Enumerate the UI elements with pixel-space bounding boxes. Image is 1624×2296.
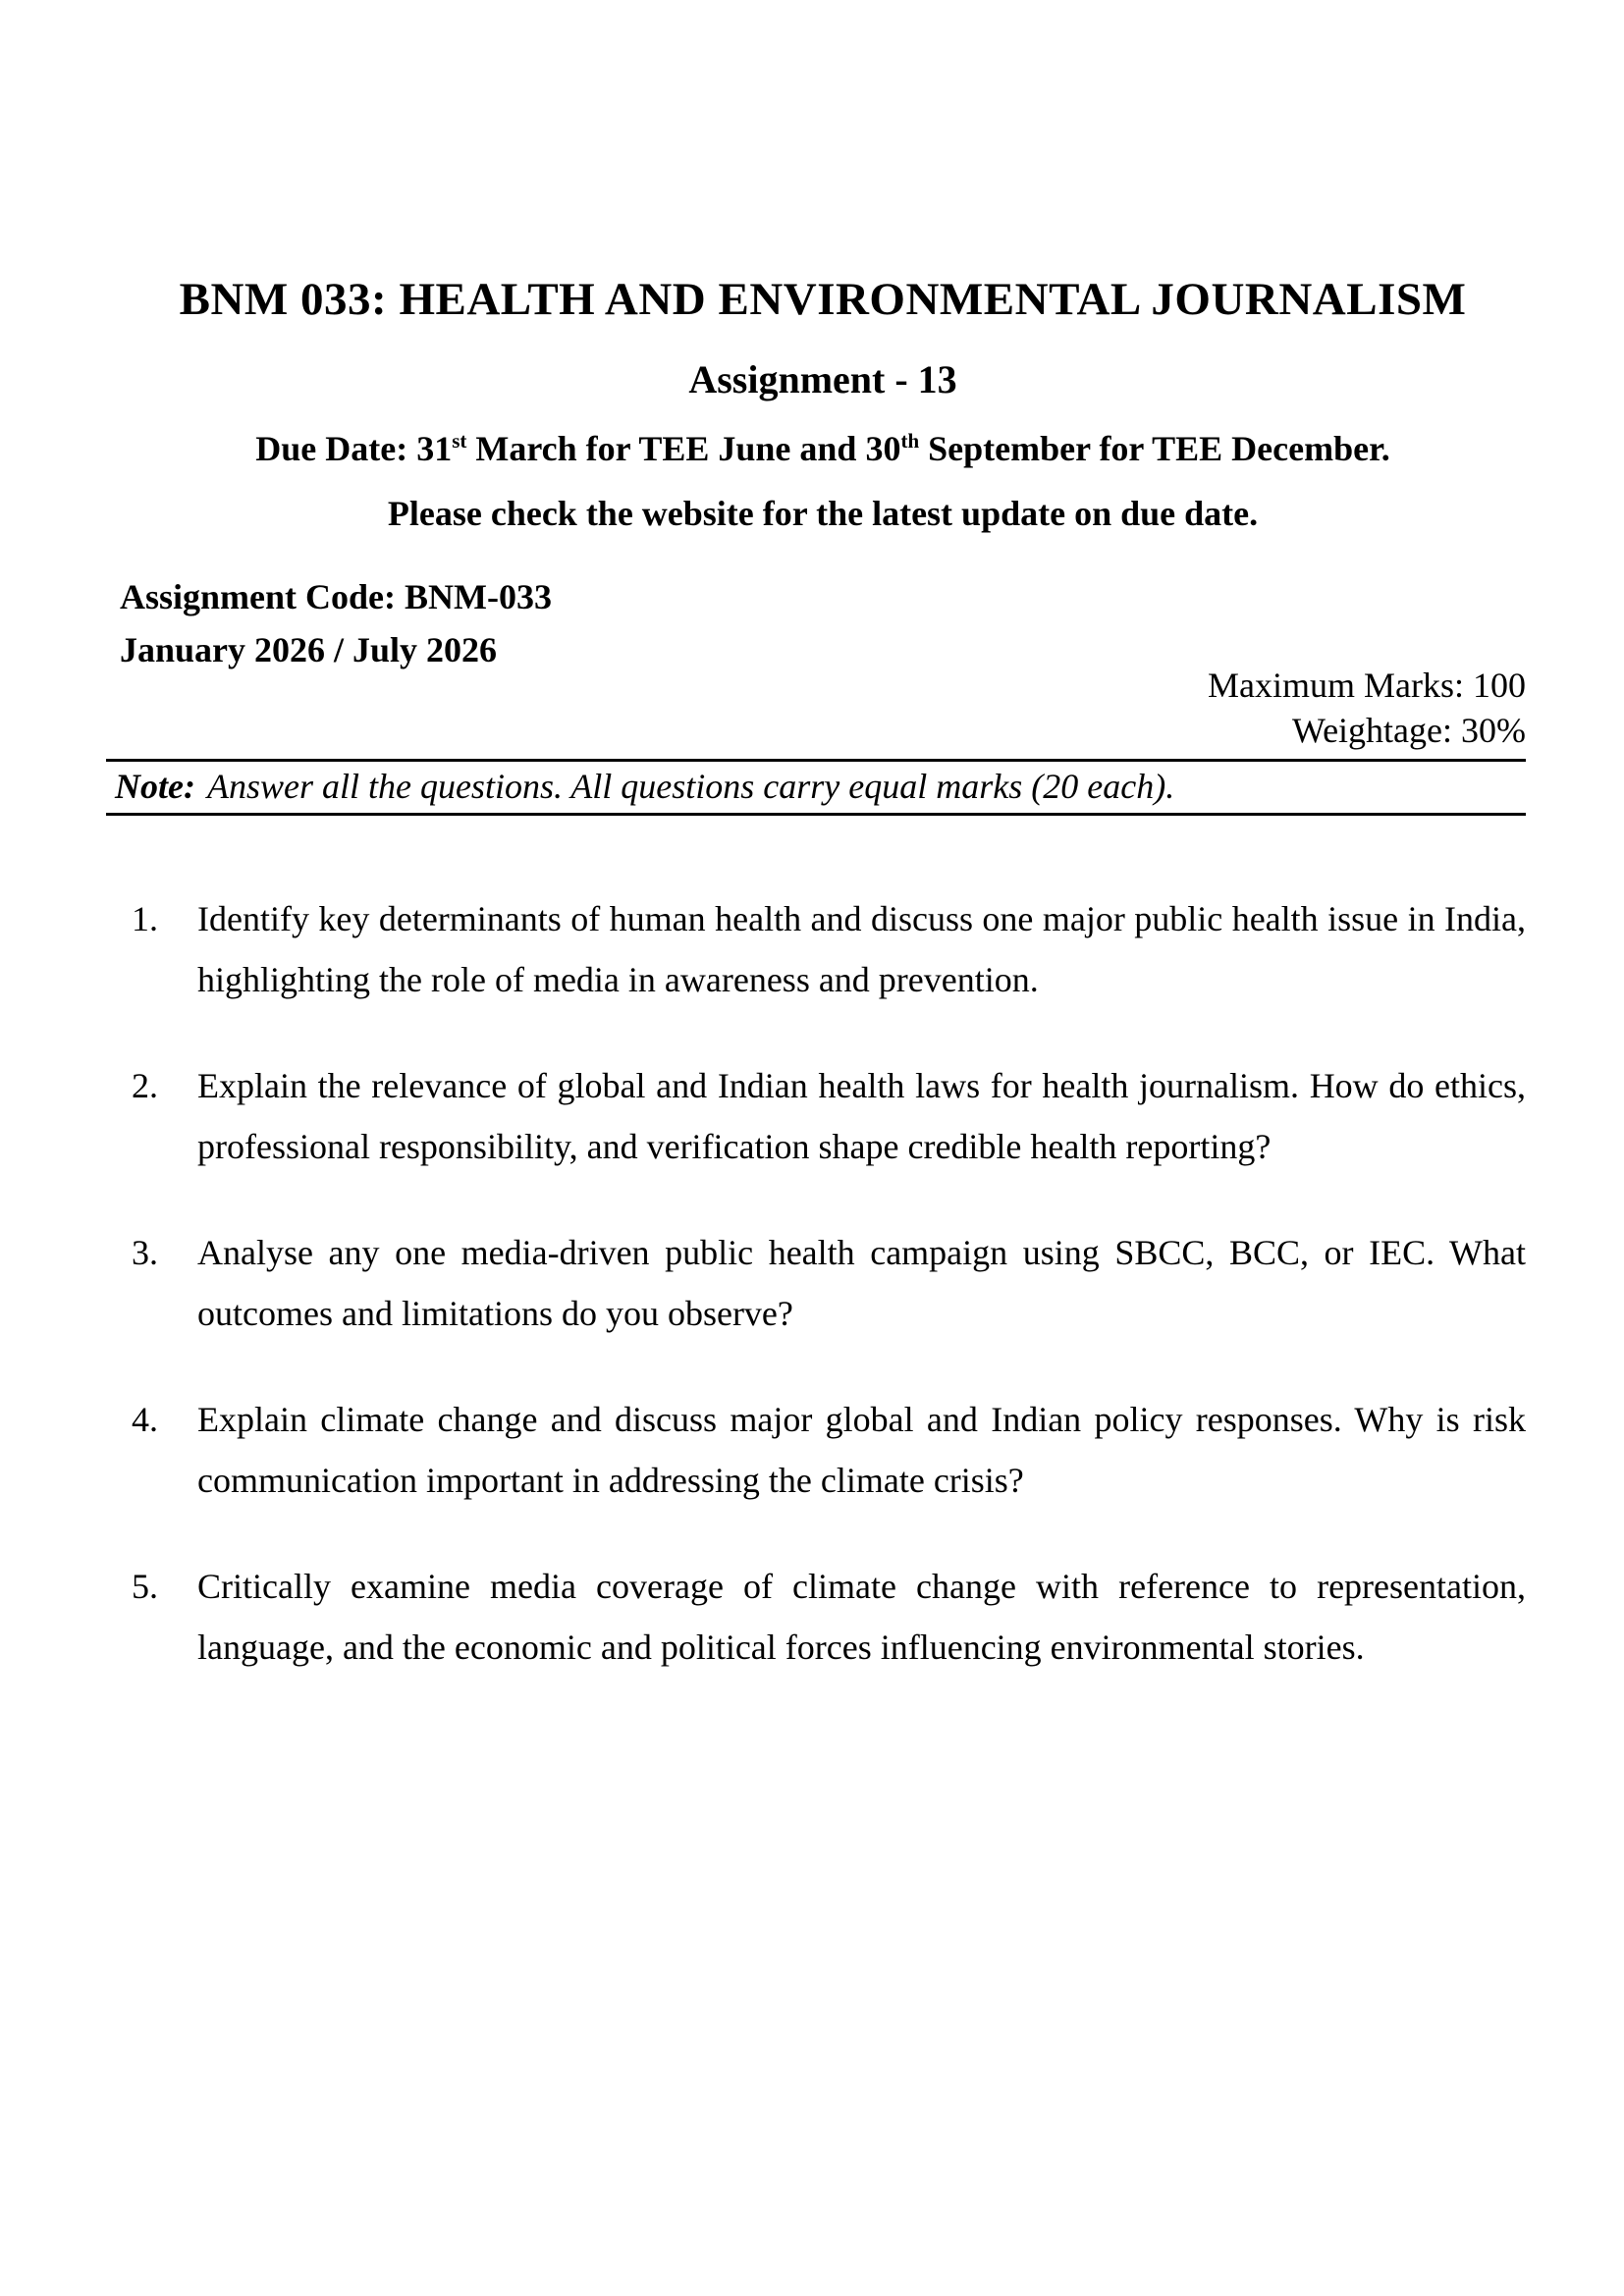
- weightage: Weightage: 30%: [1291, 711, 1526, 750]
- question-number: 2.: [132, 1066, 158, 1105]
- question-item-3: [120, 1222, 1526, 1344]
- questions-list: [120, 888, 1526, 1678]
- website-update-notice: Please check the website for the latest update on due date.: [387, 494, 1259, 533]
- page-title: BNM 033: HEALTH AND ENVIRONMENTAL JOURNALISM: [179, 274, 1467, 325]
- question-item-1: [120, 888, 1526, 1010]
- due-date-suffix: September for TEE December.: [919, 429, 1390, 468]
- due-date-line: [120, 427, 1526, 470]
- due-date-ordinal-th: th: [900, 429, 920, 453]
- session-cycle: January 2026 / July 2026: [120, 630, 498, 669]
- assignment-number-heading: Assignment - 13: [688, 357, 957, 401]
- assignment-code: Assignment Code: BNM-033: [120, 577, 552, 616]
- question-number: 5.: [132, 1567, 158, 1606]
- assignment-meta-block: [120, 570, 1526, 676]
- due-date-mid: March for TEE June and 30: [466, 429, 901, 468]
- question-number: 1.: [132, 899, 158, 938]
- question-text: Critically examine media coverage of climate change with reference to representation, language, and the economic and political forces influencing environmental stories.: [197, 1567, 1526, 1667]
- question-item-4: [120, 1389, 1526, 1511]
- question-text: Analyse any one media-driven public health campaign using SBCC, BCC, or IEC. What outcomes and limitations do you observe?: [197, 1233, 1526, 1333]
- due-date-ordinal-st: st: [452, 429, 467, 453]
- question-text: Explain climate change and discuss major global and Indian policy responses. Why is risk communication important in addressing the climate crisis?: [197, 1400, 1526, 1500]
- due-date-prefix: Due Date: 31: [255, 429, 453, 468]
- note-text: Answer all the questions. All questions carry equal marks (20 each).: [206, 767, 1175, 806]
- question-text: Identify key determinants of human health and discuss one major public health issue in India, highlighting the role of media in awareness and prevention.: [197, 899, 1526, 999]
- question-item-2: [120, 1055, 1526, 1177]
- note-box: [106, 759, 1526, 816]
- question-number: 4.: [132, 1400, 158, 1439]
- note-label: Note:: [115, 767, 195, 806]
- question-item-5: [120, 1556, 1526, 1678]
- question-text: Explain the relevance of global and Indian health laws for health journalism. How do ethics, professional responsibility, and verification shape credible health reporting?: [197, 1066, 1526, 1166]
- question-number: 3.: [132, 1233, 158, 1272]
- maximum-marks: Maximum Marks: 100: [1208, 666, 1526, 705]
